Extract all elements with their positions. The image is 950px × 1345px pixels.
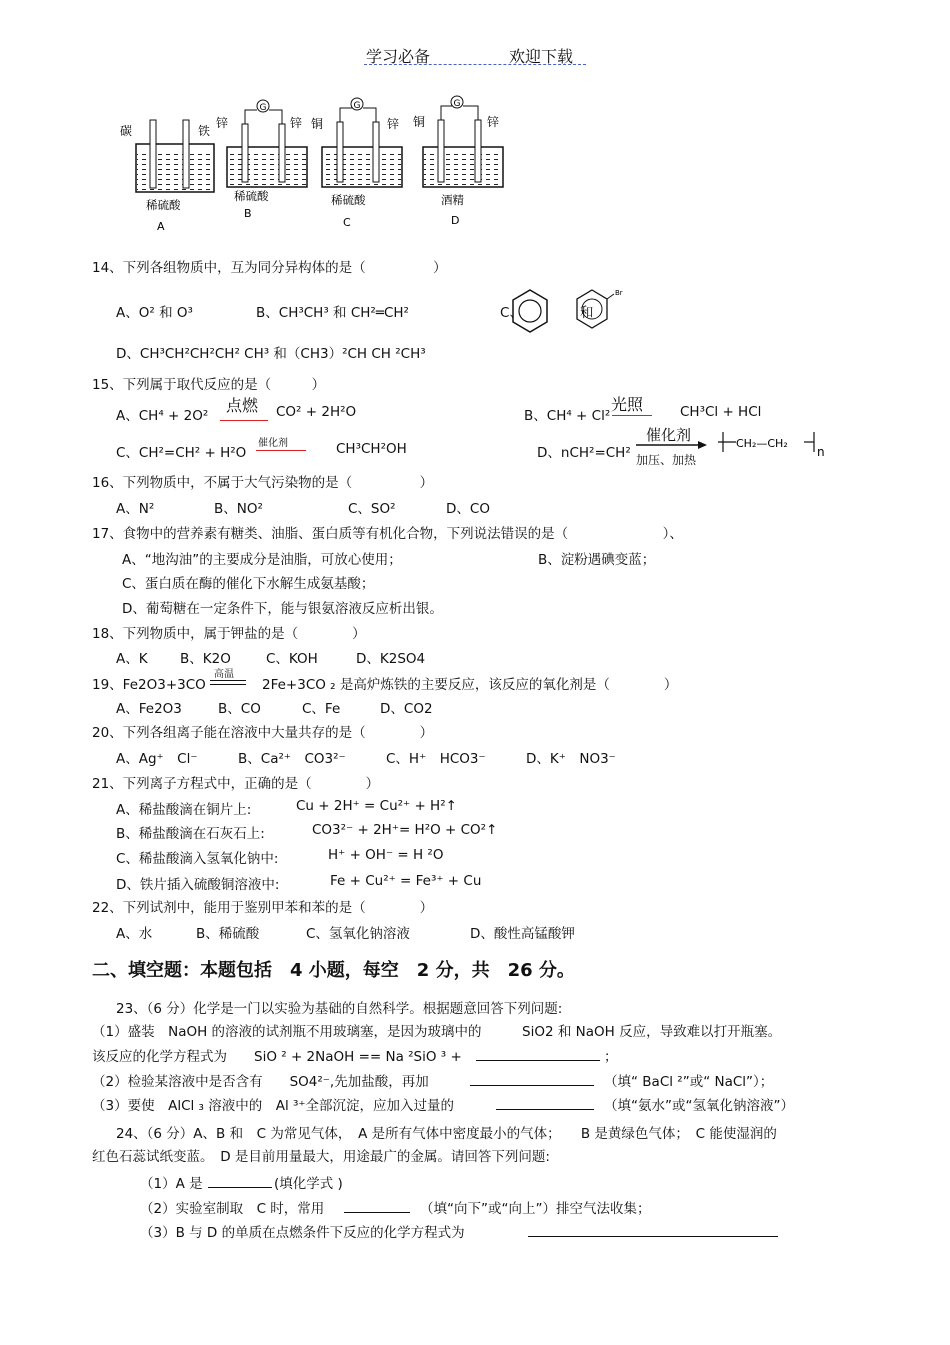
q23-blank-3[interactable] bbox=[496, 1095, 594, 1110]
q14-option-d: D、CH³CH²CH²CH² CH³ 和（CH3）²CH CH ²CH³ bbox=[116, 346, 426, 362]
q21-d-equation: Fe + Cu²⁺ = Fe³⁺ + Cu bbox=[330, 873, 482, 889]
q23-part1-equation: 该反应的化学方程式为 SiO ² + 2NaOH == Na ²SiO ³ + bbox=[92, 1049, 462, 1065]
letter-d: D bbox=[451, 214, 460, 227]
electrode-c-left bbox=[337, 122, 343, 182]
electrode-b-right bbox=[279, 124, 285, 182]
q16-stem: 16、下列物质中，不属于大气污染物的是（ ） bbox=[92, 475, 434, 491]
q14-stem: 14、下列各组物质中，互为同分异构体的是（ ） bbox=[92, 260, 447, 276]
label-c-right: 锌 bbox=[387, 117, 400, 131]
q24-intro: 24、（6 分）A、B 和 C 为常见气体， A 是所有气体中密度最小的气体； B 是黄绿色气体； C 能使湿润的 bbox=[116, 1126, 777, 1142]
q21-a-equation: Cu + 2H⁺ = Cu²⁺ + H²↑ bbox=[296, 798, 457, 814]
q15-b-condition: 光照 bbox=[611, 395, 644, 414]
polymer-n: n bbox=[817, 445, 825, 459]
label-d-left: 铜 bbox=[413, 115, 426, 129]
q21-a-label: A、稀盐酸滴在铜片上: bbox=[116, 802, 252, 818]
q20-option-b: B、Ca²⁺ CO3²⁻ bbox=[238, 751, 346, 767]
q18-stem: 18、下列物质中，属于钾盐的是（ ） bbox=[92, 626, 366, 642]
q14-option-a: A、O² 和 O³ bbox=[116, 305, 193, 321]
q17-option-b: B、淀粉遇碘变蓝； bbox=[538, 552, 656, 568]
q21-c-label: C、稀盐酸滴入氢氧化钠中: bbox=[116, 851, 279, 867]
benzene-ring-icon bbox=[510, 288, 550, 334]
label-b-right: 锌 bbox=[290, 116, 303, 130]
q21-c-equation: H⁺ + OH⁻ = H ²O bbox=[328, 847, 444, 863]
q19-condition: 高温 bbox=[214, 669, 234, 680]
q14-option-c-and: 和 bbox=[580, 305, 594, 321]
q23-blank-1[interactable] bbox=[476, 1046, 600, 1061]
q21-b-label: B、稀盐酸滴在石灰石上: bbox=[116, 826, 265, 842]
q24-part3: （3）B 与 D 的单质在点燃条件下反应的化学方程式为 bbox=[140, 1225, 465, 1241]
q24-intro-2: 红色石蕊试纸变蓝。 D 是目前用量最大，用途最广的金属。请回答下列问题: bbox=[92, 1149, 550, 1165]
meter-d: G bbox=[453, 99, 461, 109]
q23-part1: （1）盛装 NaOH 的溶液的试剂瓶不用玻璃塞，是因为玻璃中的 SiO2 和 NaOH 反应，导致难以打开瓶塞。 bbox=[92, 1024, 782, 1040]
q24-part2: （2）实验室制取 C 时，常用 bbox=[140, 1201, 325, 1217]
letter-a: A bbox=[157, 220, 165, 233]
q15-d-polymer bbox=[718, 428, 828, 460]
apparatus-figure bbox=[110, 92, 520, 237]
q24-part2-hint: （填“向下”或“向上”）排空气法收集； bbox=[420, 1201, 651, 1217]
liquid-b bbox=[228, 152, 306, 185]
q15-stem: 15、下列属于取代反应的是（ ） bbox=[92, 377, 326, 393]
q17-option-c: C、蛋白质在酶的催化下水解生成氨基酸； bbox=[122, 576, 375, 592]
q23-part3-hint: （填“氨水”或“氢氧化钠溶液”） bbox=[604, 1098, 794, 1114]
label-c-left: 铜 bbox=[311, 117, 324, 131]
q24-part1: （1）A 是 bbox=[140, 1176, 203, 1192]
liquid-a bbox=[137, 152, 213, 190]
q24-blank-3[interactable] bbox=[528, 1222, 778, 1237]
q15-d-condition-bottom: 加压、加热 bbox=[636, 453, 697, 467]
bromine-label: Br bbox=[615, 289, 623, 297]
q15-c-right: CH³CH²OH bbox=[336, 441, 407, 457]
q24-blank-1[interactable] bbox=[208, 1173, 272, 1188]
q18-option-c: C、KOH bbox=[266, 651, 318, 667]
electrode-d-right bbox=[475, 120, 481, 182]
q20-option-a: A、Ag⁺ Cl⁻ bbox=[116, 751, 198, 767]
meter-b: G bbox=[259, 103, 267, 113]
q17-option-a: A、“地沟油”的主要成分是油脂，可放心使用； bbox=[122, 552, 402, 568]
q15-c-left: C、CH²=CH² + H²O bbox=[116, 445, 247, 461]
q15-a-left: A、CH⁴ + 2O² bbox=[116, 408, 209, 424]
q14-option-c-label: C、 bbox=[500, 305, 523, 321]
q15-b-right: CH³Cl + HCl bbox=[680, 404, 762, 420]
electrode-d-left bbox=[438, 120, 444, 182]
q19-option-b: B、CO bbox=[218, 701, 261, 717]
q20-option-d: D、K⁺ NO3⁻ bbox=[526, 751, 616, 767]
liquid-d bbox=[424, 152, 502, 185]
q15-a-arrow bbox=[220, 420, 268, 421]
q22-stem: 22、下列试剂中，能用于鉴别甲苯和苯的是（ ） bbox=[92, 900, 434, 916]
section-2-heading: 二、填空题：本题包括 4 小题，每空 2 分，共 26 分。 bbox=[92, 960, 575, 981]
q16-option-b: B、NO² bbox=[214, 501, 263, 517]
q19-stem-right: 2Fe+3CO ₂ 是高炉炼铁的主要反应，该反应的氧化剂是（ ） bbox=[262, 677, 678, 693]
q22-option-c: C、氢氧化钠溶液 bbox=[306, 926, 410, 942]
q21-stem: 21、下列离子方程式中，正确的是（ ） bbox=[92, 776, 380, 792]
q20-stem: 20、下列各组离子能在溶液中大量共存的是（ ） bbox=[92, 725, 434, 741]
q16-option-a: A、N² bbox=[116, 501, 155, 517]
label-d-right: 锌 bbox=[487, 115, 500, 129]
q15-b-left: B、CH⁴ + Cl² bbox=[524, 408, 611, 424]
apparatus-a bbox=[120, 120, 214, 233]
solution-a: 稀硫酸 bbox=[146, 198, 181, 212]
q15-d-condition-top: 催化剂 bbox=[646, 426, 692, 444]
header-divider bbox=[364, 64, 586, 65]
letter-b: B bbox=[244, 207, 252, 220]
q19-stem-left: 19、Fe2O3+3CO bbox=[92, 677, 206, 693]
q15-d-left: D、nCH²=CH² bbox=[537, 445, 631, 461]
q19-option-d: D、CO2 bbox=[380, 701, 433, 717]
q24-blank-2[interactable] bbox=[344, 1198, 410, 1213]
q21-d-label: D、铁片插入硫酸铜溶液中: bbox=[116, 877, 280, 893]
q20-option-c: C、H⁺ HCO3⁻ bbox=[386, 751, 486, 767]
letter-c: C bbox=[343, 216, 351, 229]
q17-option-d: D、葡萄糖在一定条件下，能与银氨溶液反应析出银。 bbox=[122, 601, 443, 617]
q16-option-d: D、CO bbox=[446, 501, 490, 517]
q23-intro: 23、（6 分）化学是一门以实验为基础的自然科学。根据题意回答下列问题: bbox=[116, 1001, 563, 1017]
q23-blank-2[interactable] bbox=[470, 1071, 594, 1086]
q19-option-a: A、Fe2O3 bbox=[116, 701, 182, 717]
meter-c: G bbox=[353, 101, 361, 111]
header-left: 学习必备 bbox=[366, 47, 431, 66]
solution-b: 稀硫酸 bbox=[234, 189, 269, 203]
polymer-unit: CH₂—CH₂ bbox=[736, 437, 788, 450]
liquid-c bbox=[323, 152, 401, 185]
q24-part1-hint: (填化学式 ) bbox=[274, 1176, 343, 1192]
label-a-right: 铁 bbox=[198, 124, 211, 138]
q22-option-a: A、水 bbox=[116, 926, 153, 942]
solution-c: 稀硫酸 bbox=[331, 193, 366, 207]
q19-equal-sign bbox=[210, 680, 246, 685]
electrode-b-left bbox=[242, 124, 248, 182]
electrode-a-left bbox=[150, 120, 156, 188]
q21-b-equation: CO3²⁻ + 2H⁺= H²O + CO²↑ bbox=[312, 822, 498, 838]
q17-stem: 17、食物中的营养素有糖类、油脂、蛋白质等有机化合物，下列说法错误的是（ ）、 bbox=[92, 526, 683, 542]
q14-option-b: B、CH³CH³ 和 CH²═CH² bbox=[256, 305, 409, 321]
electrode-a-right bbox=[183, 120, 189, 188]
header-right: 欢迎下载 bbox=[509, 47, 574, 66]
label-b-left: 锌 bbox=[216, 116, 229, 130]
q18-option-a: A、K bbox=[116, 651, 148, 667]
apparatus-c bbox=[311, 98, 402, 229]
q15-c-condition: 催化剂 bbox=[258, 438, 288, 449]
q18-option-b: B、K2O bbox=[180, 651, 231, 667]
label-a-left: 碳 bbox=[120, 124, 133, 138]
solution-d: 酒精 bbox=[441, 193, 464, 207]
q16-option-c: C、SO² bbox=[348, 501, 396, 517]
q23-part3: （3）要使 AlCl ₃ 溶液中的 Al ³⁺全部沉淀，应加入过量的 bbox=[92, 1098, 455, 1114]
q23-part1-end: ； bbox=[604, 1049, 618, 1065]
q15-a-condition: 点燃 bbox=[226, 396, 259, 415]
apparatus-b bbox=[216, 100, 307, 220]
q15-b-arrow bbox=[612, 415, 652, 416]
q15-c-arrow bbox=[256, 450, 306, 451]
q23-part2-hint: （填“ BaCl ²”或“ NaCl”）； bbox=[604, 1074, 774, 1090]
q19-option-c: C、Fe bbox=[302, 701, 341, 717]
q15-a-right: CO² + 2H²O bbox=[276, 404, 357, 420]
q22-option-d: D、酸性高锰酸钾 bbox=[470, 926, 575, 942]
apparatus-d bbox=[413, 96, 503, 227]
q18-option-d: D、K2SO4 bbox=[356, 651, 426, 667]
q23-part2: （2）检验某溶液中是否含有 SO4²⁻,先加盐酸，再加 bbox=[92, 1074, 429, 1090]
q22-option-b: B、稀硫酸 bbox=[196, 926, 260, 942]
q15-d-arrow bbox=[636, 440, 708, 450]
electrode-c-right bbox=[373, 122, 379, 182]
